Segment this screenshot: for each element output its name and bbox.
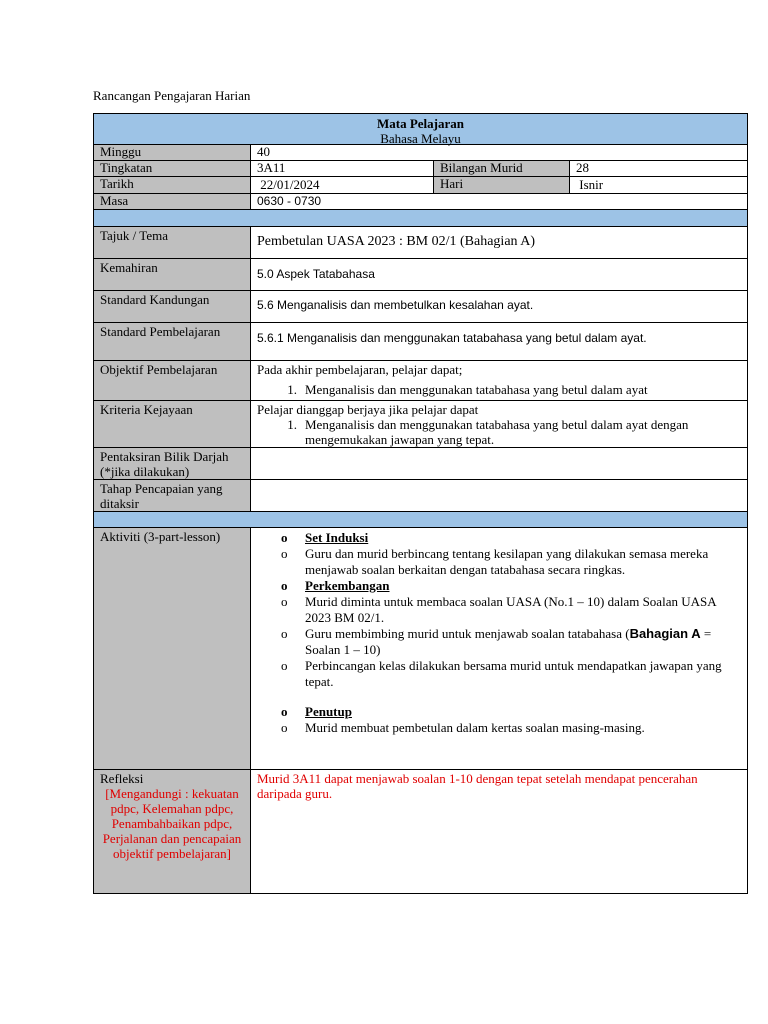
objektif-intro: Pada akhir pembelajaran, pelajar dapat;	[257, 362, 463, 377]
kriteria-label: Kriteria Kejayaan	[94, 401, 251, 447]
masa-label: Masa	[94, 194, 251, 209]
tajuk-label: Tajuk / Tema	[94, 227, 251, 258]
row-minggu	[93, 145, 748, 161]
standard-kandungan-label: Standard Kandungan	[94, 291, 251, 322]
kemahiran-value: 5.0 Aspek Tatabahasa	[257, 267, 375, 281]
tarikh-label: Tarikh	[94, 177, 251, 193]
tajuk-value: Pembetulan UASA 2023 : BM 02/1 (Bahagian A)	[257, 234, 536, 249]
objektif-value	[251, 361, 747, 400]
kemahiran-label: Kemahiran	[94, 259, 251, 290]
hari-label: Hari	[434, 177, 570, 193]
perk-2-bold: Bahagian A	[629, 626, 701, 641]
standard-pembelajaran-value: 5.6.1 Menganalisis dan menggunakan tatabahasa yang betul dalam ayat.	[257, 331, 647, 345]
objektif-list-item	[257, 382, 741, 397]
section-separator-2	[93, 512, 748, 528]
refleksi-value: Murid 3A11 dapat menjawab soalan 1-10 dengan tepat setelah mendapat pencerahan daripada guru.	[257, 771, 698, 801]
section-separator	[93, 210, 748, 227]
subject-header-title: Mata Pelajaran	[376, 116, 464, 131]
objektif-text: Menganalisis dan menggunakan tatabahasa yang betul dalam ayat	[305, 382, 648, 397]
objektif-label: Objektif Pembelajaran	[94, 361, 251, 400]
bullet-icon: o	[281, 626, 288, 641]
aktiviti-label: Aktiviti (3-part-lesson)	[94, 528, 251, 769]
subject-header	[93, 113, 748, 145]
row-tarikh	[93, 177, 748, 194]
bullet-icon: o	[281, 546, 288, 561]
bullet-icon: o	[281, 658, 288, 673]
row-tahap-pencapaian	[93, 480, 748, 512]
row-standard-pembelajaran	[93, 323, 748, 361]
penutup-item	[281, 720, 741, 736]
bullet-icon: o	[281, 578, 288, 593]
row-tingkatan	[93, 161, 748, 177]
row-masa	[93, 194, 748, 210]
hari-value: Isnir	[576, 177, 604, 192]
minggu-label: Minggu	[94, 145, 251, 160]
kriteria-intro: Pelajar dianggap berjaya jika pelajar dapat	[257, 402, 479, 417]
set-induksi-heading	[281, 530, 741, 546]
bullet-icon: o	[281, 530, 288, 545]
refleksi-note: [Mengandungi : kekuatan pdpc, Kelemahan pdpc, Penambahbaikan pdpc, Perjalanan dan pencapaian objektif pembelajaran]	[102, 786, 242, 861]
kriteria-value	[251, 401, 747, 447]
perk-2-part-a: Guru membimbing murid untuk menjawab soalan tatabahasa (	[305, 626, 630, 641]
kriteria-text: Menganalisis dan menggunakan tatabahasa yang betul dalam ayat dengan mengemukakan jawapan yang tepat.	[305, 417, 689, 447]
penutup-text: Murid membuat pembetulan dalam kertas soalan masing-masing.	[305, 720, 645, 735]
bullet-icon: o	[281, 594, 288, 609]
pentaksiran-label: Pentaksiran Bilik Darjah (*jika dilakukan)	[94, 448, 251, 479]
row-objektif	[93, 361, 748, 401]
perkembangan-text-1: Murid diminta untuk membaca soalan UASA (No.1 – 10) dalam Soalan UASA 2023 BM 02/1.	[305, 594, 716, 625]
row-aktiviti	[93, 528, 748, 770]
induksi-item	[281, 546, 741, 578]
penutup-title: Penutup	[305, 704, 352, 719]
perkembangan-item-1	[281, 594, 741, 626]
perkembangan-text-2	[305, 626, 741, 658]
tarikh-value: 22/01/2024	[251, 177, 434, 193]
perkembangan-text-3: Perbincangan kelas dilakukan bersama murid untuk mendapatkan jawapan yang tepat.	[305, 658, 722, 689]
tahap-pencapaian-value	[251, 480, 747, 511]
masa-value: 0630 - 0730	[257, 194, 322, 208]
refleksi-label-cell	[94, 770, 251, 893]
subject-name: Bahasa Melayu	[380, 131, 461, 146]
pentaksiran-value	[251, 448, 747, 479]
tingkatan-value: 3A11	[251, 161, 434, 176]
induksi-text: Guru dan murid berbincang tentang kesilapan yang dilakukan semasa mereka menjawab soalan berkaitan dengan tatabahasa secara ringkas.	[305, 546, 709, 577]
standard-kandungan-value: 5.6 Menganalisis dan membetulkan kesalahan ayat.	[257, 298, 534, 312]
penutup-heading	[281, 704, 741, 720]
row-standard-kandungan	[93, 291, 748, 323]
perkembangan-item-3	[281, 658, 741, 690]
set-induksi-title: Set Induksi	[305, 530, 369, 545]
objektif-number: 1.	[287, 382, 297, 397]
perkembangan-item-2	[281, 626, 741, 658]
minggu-value: 40	[257, 144, 270, 159]
standard-pembelajaran-label: Standard Pembelajaran	[94, 323, 251, 360]
refleksi-label: Refleksi	[100, 771, 144, 786]
perk-2-part-c: = Soalan 1 – 10)	[305, 626, 712, 657]
perkembangan-heading	[281, 578, 741, 594]
row-tajuk	[93, 227, 748, 259]
row-kemahiran	[93, 259, 748, 291]
row-pentaksiran	[93, 448, 748, 480]
aktiviti-content	[251, 528, 747, 769]
row-kriteria	[93, 401, 748, 448]
bullet-icon: o	[281, 704, 288, 719]
kriteria-number: 1.	[287, 417, 297, 432]
kriteria-list-item	[257, 417, 741, 447]
bilangan-murid-value: 28	[576, 160, 589, 175]
row-refleksi	[93, 770, 748, 894]
document-title: Rancangan Pengajaran Harian	[93, 88, 251, 103]
lesson-plan-table	[93, 113, 748, 894]
tahap-pencapaian-label: Tahap Pencapaian yang ditaksir	[94, 480, 251, 511]
bilangan-murid-label: Bilangan Murid	[434, 161, 570, 176]
perkembangan-title: Perkembangan	[305, 578, 390, 593]
tingkatan-label: Tingkatan	[94, 161, 251, 176]
bullet-icon: o	[281, 720, 288, 735]
